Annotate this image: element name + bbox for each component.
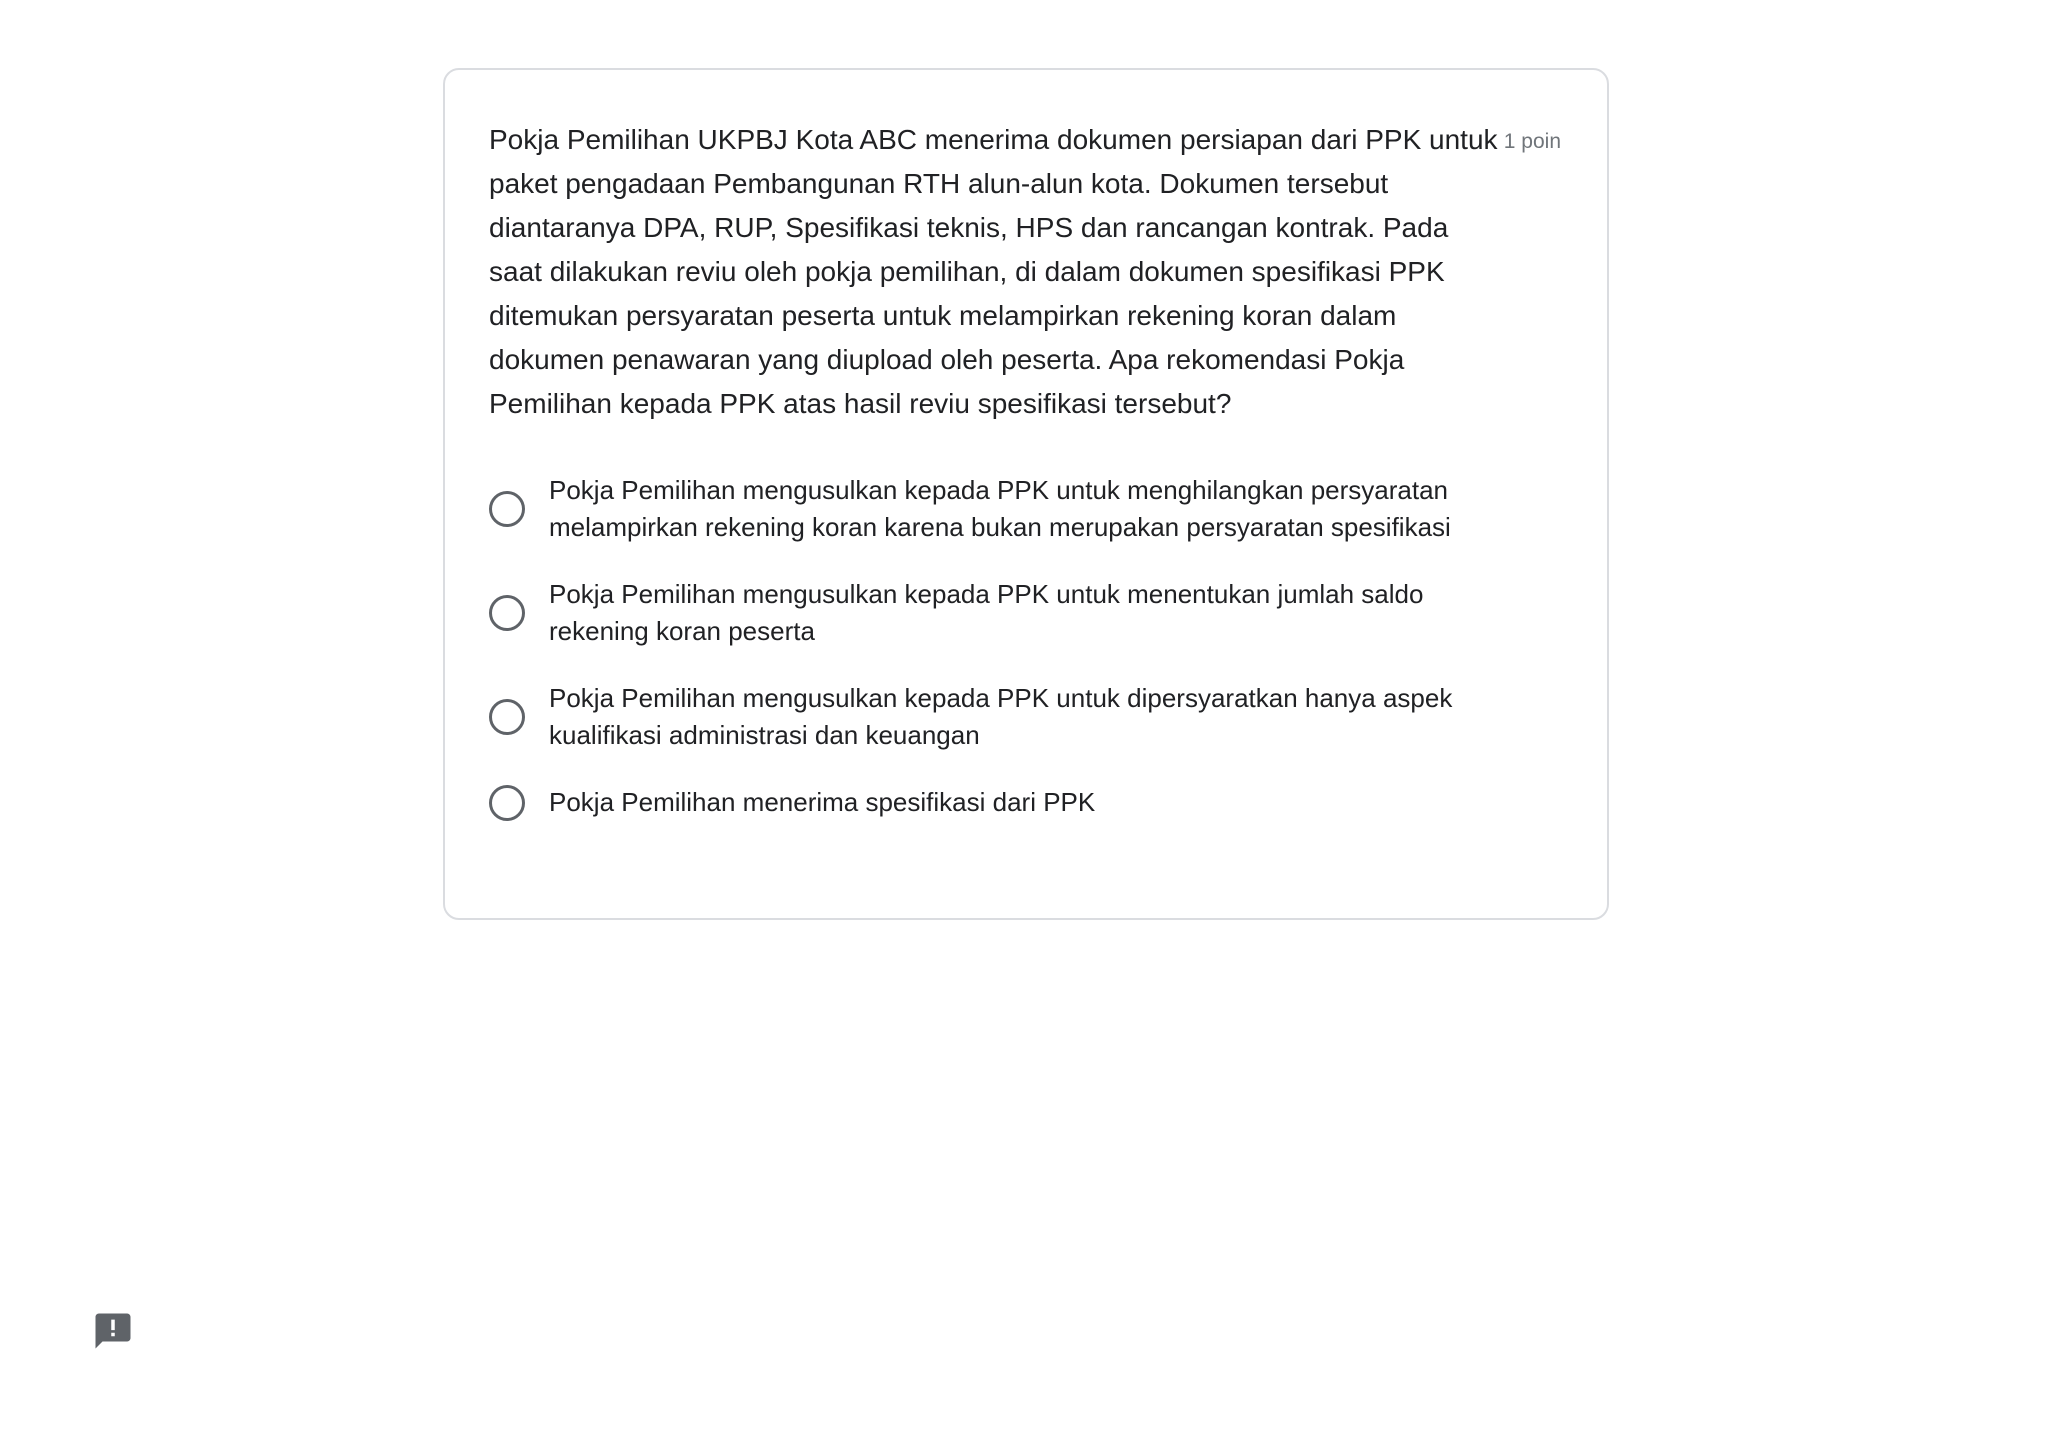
radio-button-2[interactable] [489,595,525,631]
option-label-2: Pokja Pemilihan mengusulkan kepada PPK untuk menentukan jumlah saldo rekening koran peserta [549,579,1424,646]
option-2[interactable] [489,576,1561,650]
radio-button-3[interactable] [489,699,525,735]
question-text: Pokja Pemilihan UKPBJ Kota ABC menerima dokumen persiapan dari PPK untuk paket pengadaan Pembangunan RTH alun-alun kota. Dokumen tersebut diantaranya DPA, RUP, Spesifikasi teknis, HPS dan rancangan kontrak. Pada saat dilakukan reviu oleh pokja pemilihan, di dalam dokumen spesifikasi PPK ditemukan persyaratan peserta untuk melampirkan rekening koran dalam dokumen penawaran yang diupload oleh peserta. Apa rekomendasi Pokja Pemilihan kepada PPK atas hasil reviu spesifikasi tersebut? [489,124,1498,419]
question-header [489,118,1561,426]
option-label-4: Pokja Pemilihan menerima spesifikasi dari PPK [549,787,1096,817]
option-4[interactable] [489,784,1561,821]
feedback-icon[interactable] [92,1310,134,1352]
option-3[interactable] [489,680,1561,754]
options-list [489,472,1561,821]
question-card [443,68,1609,920]
radio-button-1[interactable] [489,491,525,527]
option-1[interactable] [489,472,1561,546]
points-label: 1 poin [1503,130,1561,153]
option-label-3: Pokja Pemilihan mengusulkan kepada PPK untuk dipersyaratkan hanya aspek kualifikasi administrasi dan keuangan [549,683,1453,750]
option-label-1: Pokja Pemilihan mengusulkan kepada PPK untuk menghilangkan persyaratan melampirkan rekening koran karena bukan merupakan persyaratan spesifikasi [549,475,1451,542]
radio-button-4[interactable] [489,785,525,821]
